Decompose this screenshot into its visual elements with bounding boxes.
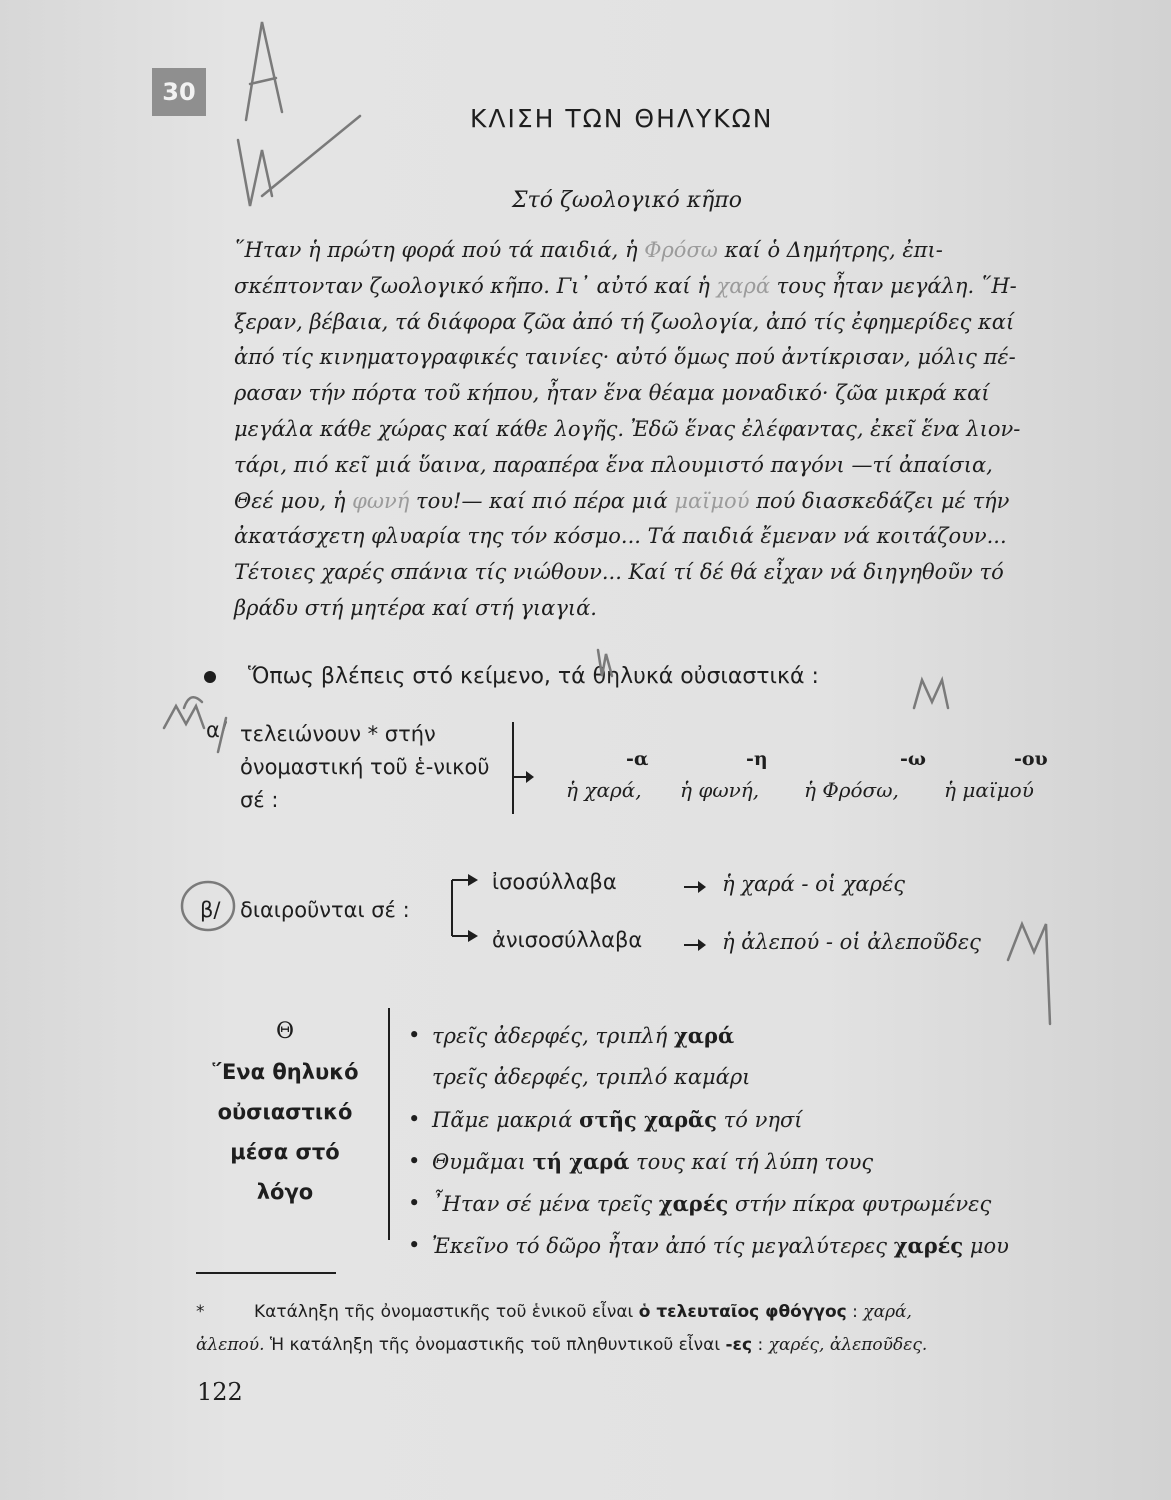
- arrow-right-icon: [684, 880, 708, 894]
- text-run: τους καί τή λύπη τους: [629, 1149, 874, 1174]
- example-o: ἡ Φρόσω,: [804, 778, 899, 802]
- example-i: ἡ φωνή,: [680, 778, 760, 802]
- text-run: ῏Ηταν σέ μένα τρεῖς: [432, 1191, 659, 1216]
- footnote-marker: *: [196, 1302, 205, 1322]
- text-run: τάρι, πιό κεῖ μιά ὕαινα, παραπέρα ἕνα πλουμιστό παγόνι —τί ἀπαίσια,: [234, 452, 993, 477]
- section-a-divider: [512, 722, 514, 814]
- usage-heading: [190, 1012, 380, 1212]
- bullet-icon: •: [408, 1233, 421, 1257]
- text-run: ῞Ηταν ἡ πρώτη φορά πού τά παιδιά, ἡ: [234, 238, 645, 262]
- usage-example-text: [432, 1023, 734, 1048]
- text-run: τρεῖς ἀδερφές, τριπλό καμάρι: [432, 1065, 751, 1089]
- bold-word: χαρές: [893, 1232, 964, 1258]
- usage-heading-line: λόγο: [256, 1180, 314, 1204]
- text-run: ρασαν τήν πόρτα τοῦ κήπου, ἦταν ἕνα θέαμα μοναδικό· ζῶα μικρά καί: [234, 381, 990, 406]
- text-run: τρεῖς ἀδερφές, τριπλή: [432, 1023, 674, 1048]
- pencil-letter-m: [164, 697, 204, 728]
- text-run: Τέτοιες χαρές σπάνια τίς νιώθουν... Καί τί δέ θά εἶχαν νά διηγηθοῦν τό: [234, 560, 1004, 585]
- story-title: Στό ζωολογικό κῆπο: [512, 188, 743, 213]
- italic-word: χαρά,: [863, 1302, 912, 1322]
- text-run: Ἐκεῖνο τό δῶρο ἦταν ἀπό τίς μεγαλύτερες: [432, 1233, 894, 1258]
- usage-example-line: [408, 1056, 1068, 1098]
- usage-examples: [408, 1014, 1068, 1266]
- highlighted-word: Φρόσω: [644, 238, 718, 262]
- usage-example-line: [408, 1098, 1068, 1140]
- page-number: 122: [197, 1378, 243, 1406]
- italic-word: χαρές, ἀλεποῦδες.: [768, 1335, 928, 1355]
- usage-example-text: [432, 1065, 750, 1089]
- usage-heading-line: ῞Ενα θηλυκό: [211, 1060, 359, 1084]
- usage-example-text: [432, 1107, 803, 1132]
- text-run: μεγάλα κάθε χώρας καί κάθε λογῆς. Ἐδῶ ἕνας ἐλέφαντας, ἐκεῖ ἕνα λιον-: [234, 416, 1021, 441]
- usage-divider: [388, 1008, 390, 1240]
- story-line: [234, 595, 1064, 634]
- story-line: [234, 383, 1064, 419]
- text-run: τους ἦταν μεγάλη. ῞Η-: [770, 273, 1017, 298]
- anisosyllaba-term: ἀνισοσύλλαβα: [492, 928, 643, 952]
- story-line: [234, 273, 1064, 312]
- text-run: :: [846, 1302, 864, 1322]
- anisosyllaba-row: [492, 928, 642, 952]
- chapter-title: ΚΛΙΣΗ ΤΩΝ ΘΗΛΥΚΩΝ: [470, 104, 774, 133]
- usage-example-line: [408, 1182, 1068, 1224]
- bold-word: τή χαρά: [532, 1148, 630, 1174]
- example-ou: ἡ μαϊμού: [944, 778, 1034, 802]
- highlighted-word: φωνή: [352, 488, 410, 513]
- footnote-text-1: [254, 1302, 912, 1322]
- theta-symbol: Θ: [275, 1019, 295, 1044]
- usage-example-line: [408, 1140, 1068, 1182]
- story-line: [234, 562, 1064, 598]
- usage-heading-line: μέσα στό: [230, 1140, 340, 1164]
- example-a: ἡ χαρά,: [566, 778, 642, 802]
- bullet-icon: [204, 671, 216, 683]
- rule-intro-text: Ὅπως βλέπεις στό κείμενο, τά θηλυκά οὐσιαστικά :: [248, 664, 819, 689]
- pencil-letter-m: [914, 680, 948, 708]
- story-line: [234, 416, 1064, 455]
- bold-word: στῆς χαρᾶς: [579, 1106, 717, 1132]
- story-text: [234, 240, 1064, 634]
- text-run: στήν πίκρα φυτρωμένες: [728, 1191, 992, 1216]
- section-a-label: α/: [206, 718, 227, 742]
- section-b-text: διαιροῦνται σέ :: [240, 898, 410, 922]
- endings-row: [600, 748, 1060, 774]
- usage-heading-line: οὐσιαστικό: [217, 1100, 353, 1124]
- bullet-icon: •: [408, 1023, 421, 1047]
- text-run: Ἡ κατάληξη τῆς ὀνομαστικῆς τοῦ πληθυντικοῦ εἶναι: [264, 1335, 726, 1355]
- footnote-line: [196, 1296, 1046, 1329]
- usage-example-text: [432, 1233, 1009, 1258]
- text-run: τό νησί: [717, 1107, 803, 1132]
- isosyllaba-row: [492, 870, 617, 894]
- text-run: Πᾶμε μακριά: [432, 1107, 580, 1132]
- italic-word: ἀλεπού.: [196, 1335, 265, 1355]
- text-run: του!— καί πιό πέρα μιά: [409, 488, 675, 513]
- text-run: ἀπό τίς κινηματογραφικές ταινίες· αὐτό ὅμως πού ἀντίκρισαν, μόλις πέ-: [234, 345, 1016, 370]
- text-run: Θεέ μου, ἡ: [234, 488, 353, 513]
- text-run: :: [752, 1335, 769, 1355]
- bold-word: χαρά: [674, 1022, 735, 1048]
- usage-example-line: [408, 1014, 1068, 1056]
- text-run: ἀκατάσχετη φλυαρία της τόν κόσμο... Τά παιδιά ἔμεναν νά κοιτάζουν...: [234, 524, 1007, 549]
- section-a-text: τελειώνουν * στήν ὀνομαστική τοῦ ἑ-νικοῦ σέ :: [240, 722, 490, 812]
- isosyllaba-example: ἡ χαρά - οἱ χαρές: [722, 872, 905, 896]
- footnote: [196, 1296, 1046, 1362]
- highlighted-word: χαρά: [716, 273, 770, 298]
- ending-examples-row: [560, 778, 1060, 804]
- story-line: [234, 526, 1064, 562]
- bold-word: ὁ τελευταῖος φθόγγος: [638, 1302, 847, 1322]
- story-line: [234, 309, 1064, 348]
- ending-o: -ω: [900, 748, 926, 770]
- footnote-rule: [196, 1272, 336, 1274]
- section-b-label: β/: [200, 898, 221, 922]
- isosyllaba-term: ἰσοσύλλαβα: [492, 870, 617, 894]
- pencil-letter-a: [246, 22, 282, 120]
- ending-a: -α: [626, 748, 649, 770]
- bold-word: χαρές: [658, 1190, 729, 1216]
- text-run: καί ὁ Δημήτρης, ἐπι-: [717, 238, 943, 262]
- story-line: [234, 240, 1064, 276]
- bullet-icon: •: [408, 1191, 421, 1215]
- chapter-number-badge: 30: [152, 68, 206, 116]
- highlighted-word: μαϊμού: [674, 488, 750, 513]
- usage-example-text: [432, 1191, 991, 1216]
- story-line: [234, 488, 1064, 527]
- arrow-right-icon: [512, 770, 536, 784]
- text-run: ξεραν, βέβαια, τά διάφορα ζῶα ἀπό τή ζωολογία, ἀπό τίς ἐφημερίδες καί: [234, 309, 1015, 334]
- text-run: Κατάληξη τῆς ὀνομαστικῆς τοῦ ἑνικοῦ εἶναι: [254, 1302, 639, 1322]
- split-bracket-icon: [448, 870, 482, 946]
- bullet-icon: •: [408, 1149, 421, 1173]
- usage-example-text: [432, 1149, 873, 1174]
- rule-intro: [204, 664, 819, 689]
- pencil-check-mark: [238, 116, 360, 206]
- text-run: Θυμᾶμαι: [432, 1149, 533, 1174]
- arrow-right-icon: [684, 938, 708, 952]
- story-line: [234, 347, 1064, 383]
- footnote-text-2: [196, 1329, 1046, 1362]
- pencil-letter-m: [1008, 924, 1050, 1024]
- story-line: [234, 452, 1064, 491]
- text-run: βράδυ στή μητέρα καί στή γιαγιά.: [234, 595, 597, 620]
- ending-ou: -ου: [1014, 748, 1048, 770]
- text-run: σκέπτονταν ζωολογικό κῆπο. Γι᾿ αὐτό καί ἡ: [234, 273, 717, 298]
- ending-i: -η: [746, 748, 768, 770]
- text-run: πού διασκεδάζει μέ τήν: [749, 488, 1010, 513]
- usage-example-line: [408, 1224, 1068, 1266]
- text-run: μου: [963, 1233, 1009, 1258]
- bold-word: -ες: [725, 1335, 753, 1355]
- anisosyllaba-example: ἡ ἀλεπού - οἱ ἀλεποῦδες: [722, 930, 981, 954]
- bullet-icon: •: [408, 1107, 421, 1131]
